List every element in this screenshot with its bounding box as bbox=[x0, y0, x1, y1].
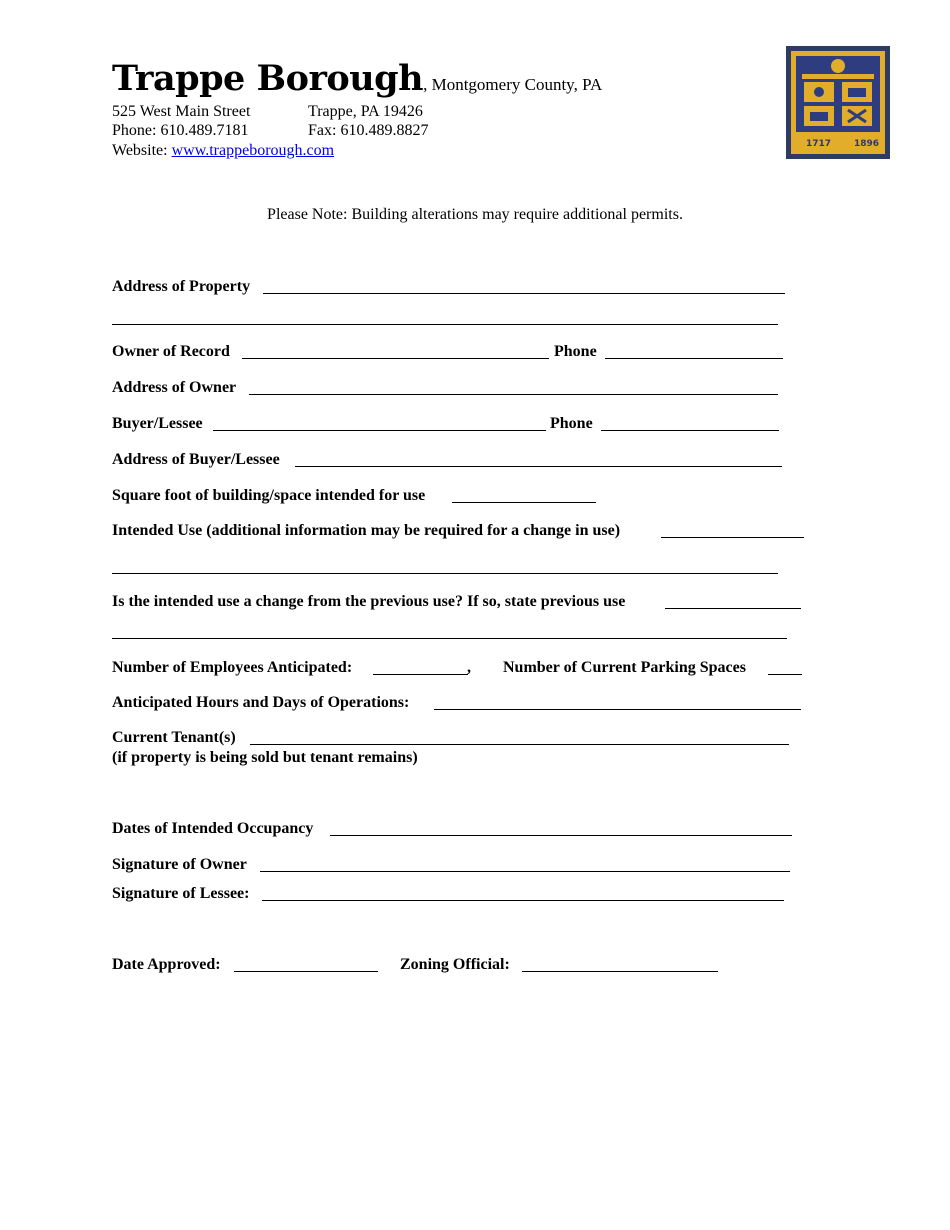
tenant-note: (if property is being sold but tenant remains) bbox=[112, 749, 418, 766]
website-link[interactable]: www.trappeborough.com bbox=[171, 142, 335, 159]
current-tenant-label: Current Tenant(s) bbox=[112, 729, 236, 746]
owner-phone-line[interactable] bbox=[605, 358, 783, 359]
parking-line[interactable] bbox=[768, 674, 802, 675]
current-tenant-line[interactable] bbox=[250, 744, 789, 745]
owner-phone-label: Phone bbox=[554, 343, 597, 360]
date-approved-line[interactable] bbox=[234, 971, 378, 972]
seal-year-right: 1896 bbox=[854, 139, 880, 149]
owner-of-record-line[interactable] bbox=[242, 358, 549, 359]
parking-label: Number of Current Parking Spaces bbox=[503, 659, 746, 676]
website-label: Website: bbox=[112, 142, 172, 159]
signature-owner-line[interactable] bbox=[260, 871, 790, 872]
intended-use-label: Intended Use (additional information may be required for a change in use) bbox=[112, 522, 621, 539]
signature-lessee-label: Signature of Lessee: bbox=[112, 885, 250, 902]
borough-name: Trappe Borough bbox=[112, 58, 424, 99]
buyer-phone-label: Phone bbox=[550, 415, 593, 432]
dates-occupancy-label: Dates of Intended Occupancy bbox=[112, 820, 314, 837]
dates-occupancy-line[interactable] bbox=[330, 835, 792, 836]
address-of-buyer-label: Address of Buyer/Lessee bbox=[112, 451, 280, 468]
website bbox=[112, 141, 334, 161]
date-approved-label: Date Approved: bbox=[112, 956, 221, 973]
change-of-use-label: Is the intended use a change from the previous use? If so, state previous use bbox=[112, 593, 626, 610]
borough-seal-logo bbox=[786, 46, 890, 159]
buyer-lessee-label: Buyer/Lessee bbox=[112, 415, 203, 432]
change-of-use-line-2[interactable] bbox=[112, 638, 787, 639]
zoning-official-label: Zoning Official: bbox=[400, 956, 510, 973]
phone-number: Phone: 610.489.7181 bbox=[112, 122, 249, 139]
square-foot-label: Square foot of building/space intended for use bbox=[112, 487, 426, 504]
county-name: , Montgomery County, PA bbox=[423, 75, 603, 94]
borough-title bbox=[112, 58, 602, 99]
employees-label: Number of Employees Anticipated: bbox=[112, 659, 353, 676]
intended-use-line-2[interactable] bbox=[112, 573, 778, 574]
address-of-property-label: Address of Property bbox=[112, 278, 251, 295]
address-of-property-line[interactable] bbox=[263, 293, 785, 294]
signature-lessee-line[interactable] bbox=[262, 900, 784, 901]
seal-year-left: 1717 bbox=[806, 139, 832, 149]
change-of-use-line[interactable] bbox=[665, 608, 801, 609]
square-foot-line[interactable] bbox=[452, 502, 596, 503]
fax-number: Fax: 610.489.8827 bbox=[308, 122, 429, 139]
employees-line[interactable] bbox=[373, 674, 468, 675]
buyer-phone-line[interactable] bbox=[601, 430, 779, 431]
city-state-zip: Trappe, PA 19426 bbox=[308, 103, 423, 120]
buyer-lessee-line[interactable] bbox=[213, 430, 546, 431]
address-of-property-line-2[interactable] bbox=[112, 324, 778, 325]
employees-comma: , bbox=[467, 659, 471, 676]
address-of-owner-line[interactable] bbox=[249, 394, 778, 395]
hours-line[interactable] bbox=[434, 709, 801, 710]
intended-use-line[interactable] bbox=[661, 537, 804, 538]
zoning-official-line[interactable] bbox=[522, 971, 718, 972]
signature-owner-label: Signature of Owner bbox=[112, 856, 247, 873]
street-address: 525 West Main Street bbox=[112, 103, 251, 120]
hours-label: Anticipated Hours and Days of Operations: bbox=[112, 694, 410, 711]
address-of-buyer-line[interactable] bbox=[295, 466, 782, 467]
owner-of-record-label: Owner of Record bbox=[112, 343, 230, 360]
address-of-owner-label: Address of Owner bbox=[112, 379, 237, 396]
permit-note: Please Note: Building alterations may require additional permits. bbox=[267, 206, 683, 223]
